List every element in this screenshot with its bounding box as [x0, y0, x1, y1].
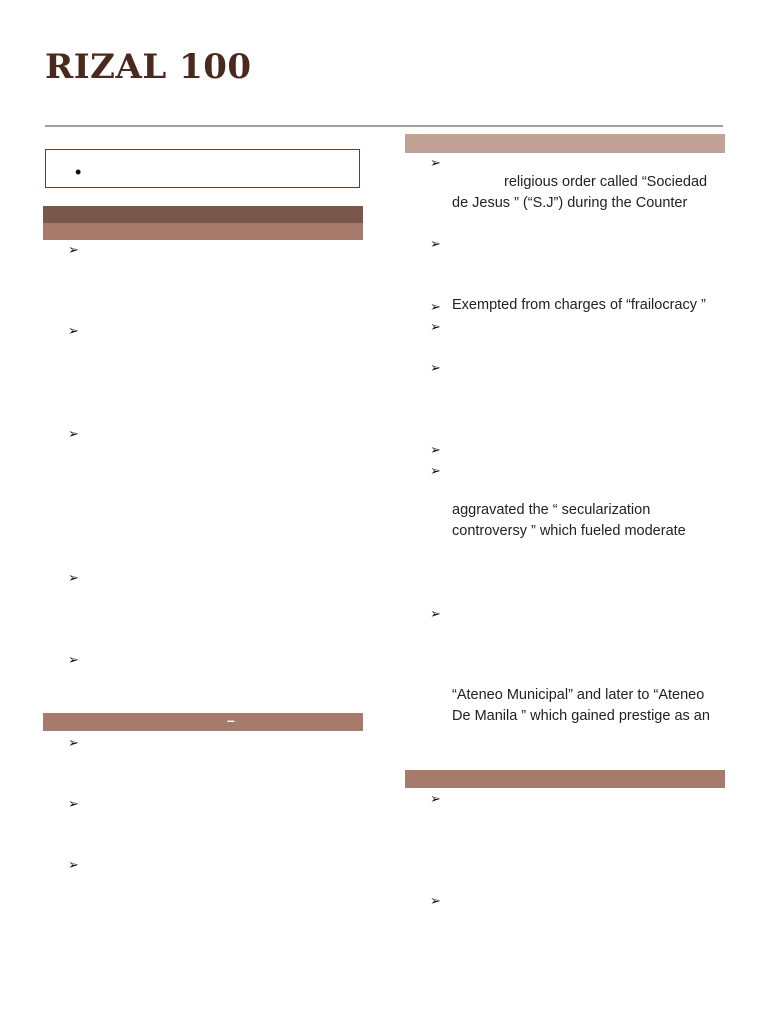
body-line: aggravated the “ secularization	[452, 502, 651, 518]
arrow-bullet-icon: ➢	[430, 463, 441, 478]
arrow-bullet-icon: ➢	[68, 796, 79, 811]
body-line: “Ateneo Municipal” and later to “Ateneo	[452, 687, 705, 703]
arrow-bullet-icon: ➢	[430, 791, 441, 806]
section-bar-right-2	[405, 770, 725, 788]
section-bar-left-2	[43, 713, 363, 731]
arrow-bullet-icon: ➢	[68, 652, 79, 667]
arrow-bullet-icon: ➢	[430, 442, 441, 457]
arrow-bullet-icon: ➢	[68, 426, 79, 441]
section-bar-left-1	[43, 223, 363, 240]
body-line: religious order called “Sociedad	[504, 174, 708, 190]
arrow-bullet-icon: ➢	[68, 242, 79, 257]
arrow-bullet-icon: ➢	[68, 570, 79, 585]
arrow-bullet-icon: ➢	[68, 857, 79, 872]
arrow-bullet-icon: ➢	[430, 236, 441, 251]
arrow-bullet-icon: ➢	[68, 323, 79, 338]
body-line: de Jesus ” (“S.J”) during the Counter	[452, 195, 688, 211]
arrow-bullet-icon: ➢	[430, 360, 441, 375]
page-title: RIZAL 100	[45, 47, 252, 87]
section-bar-dark	[43, 206, 363, 223]
body-line: controversy ” which fueled moderate	[452, 523, 686, 539]
arrow-bullet-icon: ➢	[430, 606, 441, 621]
header-divider	[45, 125, 723, 127]
section-bar-right-1	[405, 134, 725, 153]
body-line: Exempted from charges of “frailocracy ”	[452, 297, 706, 313]
bulleted-box	[45, 149, 360, 188]
bullet-dot: •	[75, 162, 82, 182]
arrow-bullet-icon: ➢	[430, 893, 441, 908]
arrow-bullet-icon: ➢	[430, 319, 441, 334]
arrow-bullet-icon: ➢	[68, 735, 79, 750]
section-bar-dash: –	[227, 712, 235, 728]
arrow-bullet-icon: ➢	[430, 299, 441, 314]
body-line: De Manila ” which gained prestige as an	[452, 708, 710, 724]
arrow-bullet-icon: ➢	[430, 155, 441, 170]
